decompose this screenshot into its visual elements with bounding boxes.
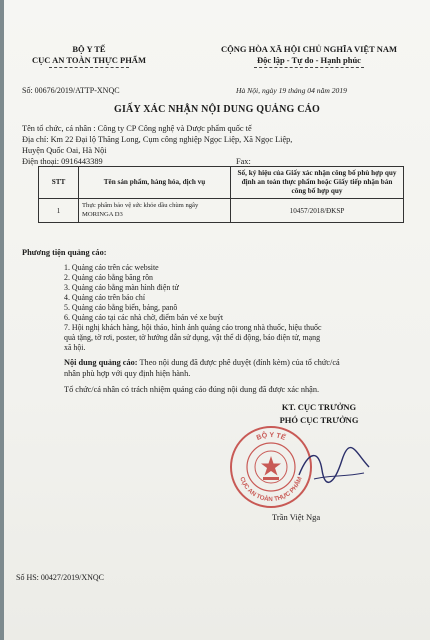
- cell-stt: 1: [39, 199, 79, 223]
- org-name: Tên tổ chức, cá nhân : Công ty CP Công nghệ và Dược phẩm quốc tế: [22, 124, 252, 133]
- issuer-underline: [49, 67, 129, 68]
- list-item: 1. Quảng cáo trên các website: [64, 263, 159, 272]
- list-item: 2. Quảng cáo bằng băng rôn: [64, 273, 153, 282]
- org-fax: Fax:: [236, 157, 251, 166]
- signer-name: Trần Việt Nga: [272, 512, 321, 522]
- list-item: 6. Quảng cáo tại các nhà chờ, điểm bán vé xe buýt: [64, 313, 224, 322]
- header-certificate: Số, ký hiệu của Giấy xác nhận công bố phù hợp quy định an toàn thực phẩm hoặc Giấy tiếp nhận bản công bố hợp quy: [231, 167, 404, 199]
- agency-name: CỤC AN TOÀN THỰC PHẨM: [32, 55, 146, 65]
- list-item: 7. Hội nghị khách hàng, hội thảo, hình ảnh quảng cáo trong nhà thuốc, hiệu thuốc: [64, 323, 322, 332]
- seal-top-text: BỘ Y TẾ: [255, 431, 287, 442]
- document-page: [4, 0, 430, 640]
- list-item-continued: xã hội.: [64, 343, 86, 352]
- signer-title-2: PHÓ CỤC TRƯỞNG: [279, 415, 359, 425]
- issuer-block: [14, 44, 164, 68]
- dossier-number: Số HS: 00427/2019/XNQC: [16, 573, 105, 582]
- content-text: Theo nội dung đã được phê duyệt (đính kèm) của tổ chức/cá: [137, 358, 340, 367]
- org-phone: Điện thoại: 0916443389: [22, 157, 103, 166]
- content-label: Nội dung quảng cáo:: [64, 358, 138, 367]
- list-item: 3. Quảng cáo bằng màn hình điện tử: [64, 283, 179, 292]
- table-row: [39, 199, 404, 223]
- org-address-line1: Địa chỉ: Km 22 Đại lộ Thăng Long, Cụm công nghiệp Ngọc Liệp, Xã Ngọc Liệp,: [22, 135, 293, 144]
- seal-bottom-text: CỤC AN TOÀN THỰC PHẨM: [238, 476, 304, 504]
- document-number: Số: 00676/2019/ATTP-XNQC: [22, 86, 120, 95]
- header-product: Tên sản phẩm, hàng hóa, dịch vụ: [79, 167, 231, 199]
- document-title: GIẤY XÁC NHẬN NỘI DUNG QUẢNG CÁO: [113, 104, 321, 115]
- cell-certificate: 10457/2018/ĐKSP: [231, 199, 404, 223]
- content-line2: nhân phù hợp với quy định hiện hành.: [64, 369, 191, 378]
- table-header-row: [39, 167, 404, 199]
- handwritten-signature: [294, 445, 374, 490]
- national-motto-block: [194, 44, 424, 68]
- media-heading: Phương tiện quảng cáo:: [22, 248, 107, 257]
- country-name: CỘNG HÒA XÃ HỘI CHỦ NGHĨA VIỆT NAM: [220, 44, 398, 54]
- ministry-name: BỘ Y TẾ: [72, 44, 106, 54]
- cell-product: Thực phẩm bảo vệ sức khỏe dầu chùm ngây MORINGA D3: [79, 199, 231, 223]
- responsibility-text: Tổ chức/cá nhân có trách nhiệm quảng cáo đúng nội dung đã được xác nhận.: [64, 385, 320, 394]
- issue-date: Hà Nội, ngày 19 tháng 04 năm 2019: [236, 86, 347, 95]
- product-table: [38, 166, 404, 223]
- list-item: 4. Quảng cáo trên báo chí: [64, 293, 146, 302]
- motto: Độc lập - Tự do - Hạnh phúc: [257, 55, 361, 65]
- list-item: 5. Quảng cáo bằng biển, bảng, panô: [64, 303, 178, 312]
- content-line1: [64, 357, 340, 368]
- list-item-continued: quà tặng, tờ rơi, poster, tờ hướng dẫn sử dụng, vật thể di động, báo điện tử, mạng: [64, 333, 321, 342]
- org-address-line2: Huyện Quốc Oai, Hà Nội: [22, 146, 107, 155]
- header-stt: STT: [39, 167, 79, 199]
- signer-title-1: KT. CỤC TRƯỞNG: [281, 402, 357, 412]
- motto-underline: [254, 67, 364, 68]
